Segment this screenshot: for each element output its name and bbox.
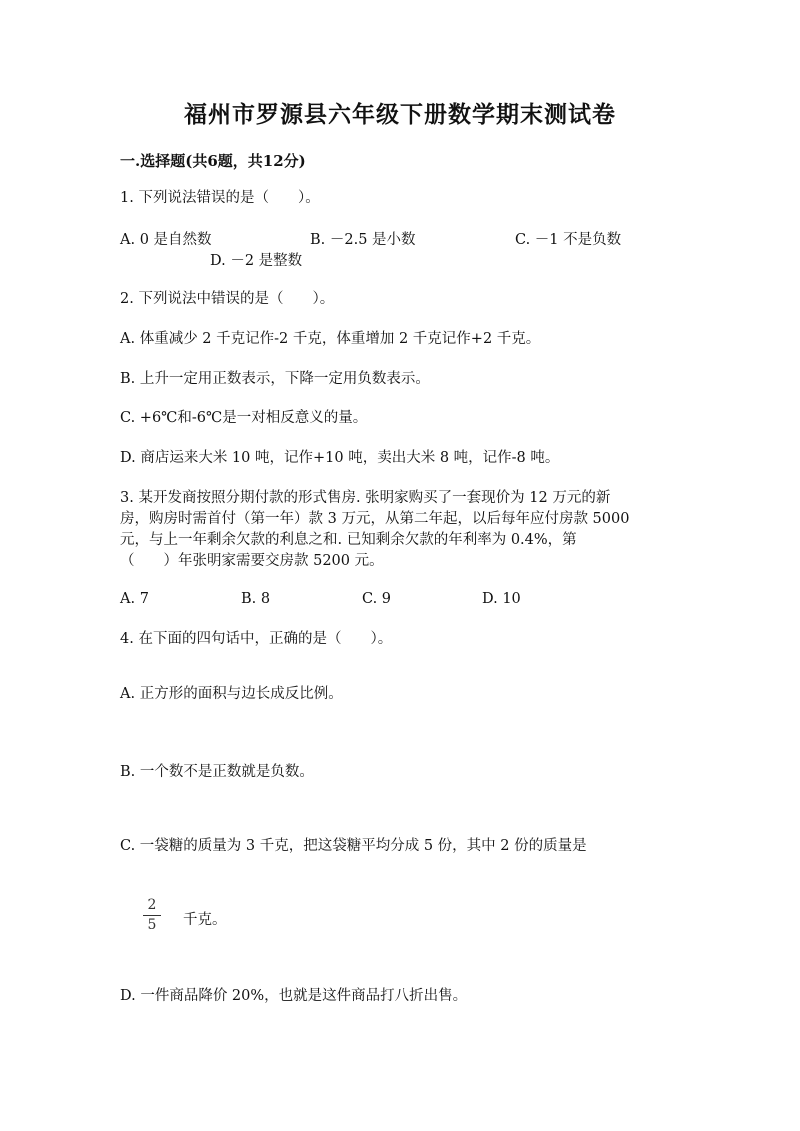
question-2-option-a: A. 体重减少 2 千克记作-2 千克，体重增加 2 千克记作+2 千克。	[120, 331, 541, 347]
question-3-option-b: B. 8	[241, 591, 271, 607]
question-4-option-c-unit: 千克。	[183, 912, 227, 928]
page-title: 福州市罗源县六年级下册数学期末测试卷	[184, 101, 616, 128]
question-1-option-a: A. 0 是自然数	[120, 232, 212, 248]
question-2-option-d: D. 商店运来大米 10 吨，记作+10 吨，卖出大米 8 吨，记作-8 吨。	[120, 450, 560, 466]
question-4-option-d: D. 一件商品降价 20%，也就是这件商品打八折出售。	[120, 988, 468, 1004]
section-heading: 一.选择题(共6题，共12分)	[120, 152, 306, 170]
question-3-line-3: 元，与上一年剩余欠款的利息之和. 已知剩余欠款的年利率为 0.4%，第	[120, 532, 577, 548]
fraction-two-fifths	[143, 898, 161, 933]
question-1-stem: 1. 下列说法错误的是（ ）。	[120, 190, 320, 206]
question-4-option-b: B. 一个数不是正数就是负数。	[120, 764, 314, 780]
question-3-line-1: 3. 某开发商按照分期付款的形式售房. 张明家购买了一套现价为 12 万元的新	[120, 490, 611, 506]
question-2-option-b: B. 上升一定用正数表示，下降一定用负数表示。	[120, 371, 430, 387]
question-3-option-d: D. 10	[482, 591, 521, 607]
question-4-option-a: A. 正方形的面积与边长成反比例。	[120, 686, 343, 702]
question-2-stem: 2. 下列说法中错误的是（ ）。	[120, 291, 335, 307]
question-2-option-c: C. +6℃和-6℃是一对相反意义的量。	[120, 410, 368, 426]
question-1-option-c: C. －1 不是负数	[515, 232, 622, 248]
question-3-line-2: 房，购房时需首付（第一年）款 3 万元，从第二年起，以后每年应付房款 5000	[120, 511, 630, 527]
question-4-stem: 4. 在下面的四句话中，正确的是（ ）。	[120, 631, 393, 647]
question-1-option-d: D. －2 是整数	[210, 253, 303, 269]
fraction-bar	[143, 915, 161, 916]
question-3-option-a: A. 7	[120, 591, 149, 607]
fraction-denominator: 5	[147, 917, 157, 933]
question-3-line-4: （ ）年张明家需要交房款 5200 元。	[120, 553, 384, 569]
fraction-numerator: 2	[147, 897, 157, 913]
question-3-option-c: C. 9	[362, 591, 392, 607]
question-1-option-b: B. －2.5 是小数	[310, 232, 416, 248]
question-4-option-c: C. 一袋糖的质量为 3 千克，把这袋糖平均分成 5 份，其中 2 份的质量是	[120, 838, 587, 854]
